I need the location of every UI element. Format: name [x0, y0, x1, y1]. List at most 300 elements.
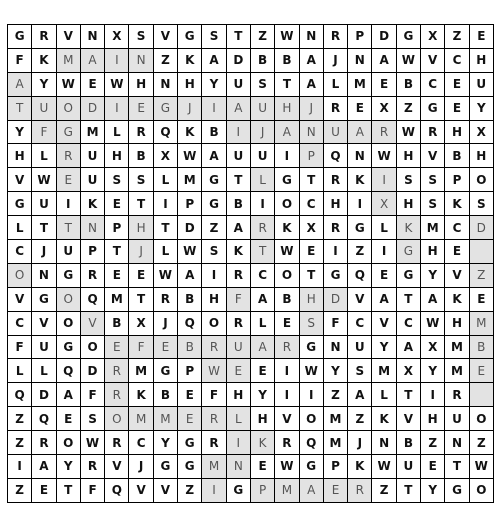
grid-cell[interactable]: H: [469, 144, 493, 168]
grid-cell[interactable]: A: [275, 120, 299, 144]
grid-cell[interactable]: U: [226, 335, 250, 359]
grid-cell[interactable]: U: [226, 72, 250, 96]
grid-cell[interactable]: Z: [8, 478, 32, 502]
grid-cell[interactable]: T: [275, 72, 299, 96]
grid-cell[interactable]: U: [32, 96, 56, 120]
grid-cell[interactable]: L: [32, 359, 56, 383]
grid-cell[interactable]: L: [8, 359, 32, 383]
grid-cell[interactable]: G: [178, 455, 202, 479]
grid-cell[interactable]: T: [129, 192, 153, 216]
grid-cell[interactable]: I: [8, 455, 32, 479]
grid-cell[interactable]: I: [226, 431, 250, 455]
grid-cell[interactable]: I: [348, 192, 372, 216]
grid-cell[interactable]: Y: [32, 72, 56, 96]
grid-cell[interactable]: A: [421, 287, 445, 311]
grid-cell[interactable]: Q: [56, 359, 80, 383]
grid-cell[interactable]: D: [372, 25, 396, 49]
grid-cell[interactable]: W: [275, 455, 299, 479]
grid-cell[interactable]: J: [299, 96, 323, 120]
grid-cell[interactable]: A: [250, 335, 274, 359]
grid-cell[interactable]: P: [80, 240, 104, 264]
grid-cell[interactable]: N: [372, 431, 396, 455]
grid-cell[interactable]: C: [348, 311, 372, 335]
grid-cell[interactable]: G: [153, 96, 177, 120]
grid-cell[interactable]: V: [8, 168, 32, 192]
grid-cell[interactable]: K: [275, 216, 299, 240]
grid-cell[interactable]: H: [129, 216, 153, 240]
grid-cell[interactable]: I: [105, 48, 129, 72]
grid-cell[interactable]: K: [32, 48, 56, 72]
grid-cell[interactable]: Z: [348, 407, 372, 431]
grid-cell[interactable]: G: [153, 359, 177, 383]
grid-cell[interactable]: A: [80, 48, 104, 72]
grid-cell[interactable]: T: [250, 240, 274, 264]
grid-cell[interactable]: E: [32, 478, 56, 502]
grid-cell[interactable]: Q: [323, 144, 347, 168]
grid-cell[interactable]: R: [275, 335, 299, 359]
grid-cell[interactable]: B: [202, 120, 226, 144]
grid-cell[interactable]: E: [275, 311, 299, 335]
grid-cell[interactable]: R: [202, 407, 226, 431]
grid-cell[interactable]: J: [323, 48, 347, 72]
grid-cell[interactable]: E: [469, 25, 493, 49]
grid-cell[interactable]: S: [421, 192, 445, 216]
grid-cell[interactable]: M: [202, 455, 226, 479]
grid-cell[interactable]: T: [153, 216, 177, 240]
grid-cell[interactable]: E: [372, 263, 396, 287]
grid-cell[interactable]: A: [299, 48, 323, 72]
grid-cell[interactable]: P: [250, 478, 274, 502]
grid-cell[interactable]: R: [323, 96, 347, 120]
grid-cell[interactable]: X: [421, 335, 445, 359]
grid-cell[interactable]: H: [299, 287, 323, 311]
grid-cell[interactable]: C: [396, 311, 420, 335]
grid-cell[interactable]: Z: [348, 240, 372, 264]
grid-cell[interactable]: H: [8, 144, 32, 168]
grid-cell[interactable]: D: [323, 287, 347, 311]
grid-cell[interactable]: R: [32, 431, 56, 455]
grid-cell[interactable]: R: [105, 359, 129, 383]
grid-cell[interactable]: A: [348, 383, 372, 407]
grid-cell[interactable]: U: [80, 144, 104, 168]
grid-cell[interactable]: T: [8, 96, 32, 120]
grid-cell[interactable]: K: [178, 48, 202, 72]
grid-cell[interactable]: L: [105, 120, 129, 144]
grid-cell[interactable]: P: [323, 455, 347, 479]
grid-cell[interactable]: O: [469, 407, 493, 431]
grid-cell[interactable]: E: [445, 72, 469, 96]
grid-cell[interactable]: M: [445, 359, 469, 383]
grid-cell[interactable]: K: [250, 431, 274, 455]
grid-cell[interactable]: D: [469, 216, 493, 240]
grid-cell[interactable]: W: [105, 72, 129, 96]
grid-cell[interactable]: G: [56, 335, 80, 359]
grid-cell[interactable]: M: [372, 359, 396, 383]
grid-cell[interactable]: A: [226, 96, 250, 120]
grid-cell[interactable]: V: [8, 287, 32, 311]
grid-cell[interactable]: U: [56, 240, 80, 264]
grid-cell[interactable]: F: [8, 48, 32, 72]
grid-cell[interactable]: N: [323, 335, 347, 359]
grid-cell[interactable]: U: [396, 455, 420, 479]
grid-cell[interactable]: G: [299, 455, 323, 479]
grid-cell[interactable]: V: [80, 311, 104, 335]
grid-cell[interactable]: C: [445, 216, 469, 240]
grid-cell[interactable]: G: [396, 240, 420, 264]
grid-cell[interactable]: E: [469, 359, 493, 383]
grid-cell[interactable]: I: [226, 120, 250, 144]
grid-cell[interactable]: U: [445, 407, 469, 431]
grid-cell[interactable]: S: [202, 240, 226, 264]
grid-cell[interactable]: S: [299, 311, 323, 335]
grid-cell[interactable]: S: [105, 168, 129, 192]
grid-cell[interactable]: Q: [32, 407, 56, 431]
grid-cell[interactable]: N: [80, 25, 104, 49]
grid-cell[interactable]: G: [275, 168, 299, 192]
grid-cell[interactable]: R: [250, 216, 274, 240]
grid-cell[interactable]: F: [80, 478, 104, 502]
grid-cell[interactable]: P: [178, 359, 202, 383]
grid-cell[interactable]: R: [80, 455, 104, 479]
grid-cell[interactable]: H: [396, 192, 420, 216]
grid-cell[interactable]: V: [372, 311, 396, 335]
grid-cell[interactable]: R: [202, 335, 226, 359]
grid-cell[interactable]: T: [56, 216, 80, 240]
grid-cell[interactable]: N: [445, 431, 469, 455]
grid-cell[interactable]: U: [32, 335, 56, 359]
grid-cell[interactable]: P: [348, 25, 372, 49]
grid-cell[interactable]: G: [299, 335, 323, 359]
grid-cell[interactable]: A: [299, 478, 323, 502]
grid-cell[interactable]: I: [275, 144, 299, 168]
grid-cell[interactable]: G: [226, 478, 250, 502]
grid-cell[interactable]: F: [129, 335, 153, 359]
grid-cell[interactable]: T: [299, 263, 323, 287]
grid-cell[interactable]: L: [323, 72, 347, 96]
grid-cell[interactable]: O: [80, 335, 104, 359]
grid-cell[interactable]: H: [105, 144, 129, 168]
grid-cell[interactable]: J: [153, 311, 177, 335]
grid-cell[interactable]: E: [105, 192, 129, 216]
grid-cell[interactable]: Y: [323, 359, 347, 383]
grid-cell[interactable]: R: [202, 431, 226, 455]
grid-cell[interactable]: G: [323, 263, 347, 287]
grid-cell[interactable]: I: [275, 383, 299, 407]
grid-cell[interactable]: H: [178, 72, 202, 96]
grid-cell[interactable]: L: [32, 144, 56, 168]
grid-cell[interactable]: J: [348, 431, 372, 455]
grid-cell[interactable]: J: [250, 120, 274, 144]
grid-cell[interactable]: Q: [8, 383, 32, 407]
grid-cell[interactable]: E: [348, 96, 372, 120]
grid-cell[interactable]: [469, 383, 493, 407]
grid-cell[interactable]: T: [396, 287, 420, 311]
grid-cell[interactable]: K: [80, 192, 104, 216]
grid-cell[interactable]: X: [153, 144, 177, 168]
grid-cell[interactable]: G: [445, 478, 469, 502]
grid-cell[interactable]: W: [153, 263, 177, 287]
grid-cell[interactable]: B: [226, 192, 250, 216]
grid-cell[interactable]: L: [250, 311, 274, 335]
grid-cell[interactable]: L: [250, 168, 274, 192]
grid-cell[interactable]: Y: [153, 431, 177, 455]
grid-cell[interactable]: O: [105, 407, 129, 431]
grid-cell[interactable]: M: [105, 287, 129, 311]
grid-cell[interactable]: R: [372, 120, 396, 144]
grid-cell[interactable]: R: [32, 25, 56, 49]
grid-cell[interactable]: L: [226, 407, 250, 431]
grid-cell[interactable]: Z: [445, 25, 469, 49]
grid-cell[interactable]: X: [396, 359, 420, 383]
grid-cell[interactable]: H: [226, 383, 250, 407]
grid-cell[interactable]: N: [299, 120, 323, 144]
grid-cell[interactable]: R: [153, 287, 177, 311]
grid-cell[interactable]: R: [323, 168, 347, 192]
grid-cell[interactable]: A: [372, 287, 396, 311]
grid-cell[interactable]: R: [348, 478, 372, 502]
grid-cell[interactable]: R: [56, 144, 80, 168]
grid-cell[interactable]: E: [445, 96, 469, 120]
grid-cell[interactable]: S: [421, 168, 445, 192]
grid-cell[interactable]: Y: [56, 455, 80, 479]
grid-cell[interactable]: Y: [469, 96, 493, 120]
grid-cell[interactable]: T: [226, 25, 250, 49]
grid-cell[interactable]: O: [56, 96, 80, 120]
grid-cell[interactable]: V: [396, 407, 420, 431]
grid-cell[interactable]: M: [153, 407, 177, 431]
grid-cell[interactable]: L: [372, 383, 396, 407]
grid-cell[interactable]: S: [80, 407, 104, 431]
grid-cell[interactable]: T: [56, 478, 80, 502]
grid-cell[interactable]: G: [8, 25, 32, 49]
grid-cell[interactable]: X: [469, 120, 493, 144]
grid-cell[interactable]: V: [153, 478, 177, 502]
grid-cell[interactable]: E: [153, 335, 177, 359]
grid-cell[interactable]: K: [372, 407, 396, 431]
grid-cell[interactable]: E: [469, 287, 493, 311]
grid-cell[interactable]: Z: [8, 431, 32, 455]
grid-cell[interactable]: K: [226, 240, 250, 264]
grid-cell[interactable]: O: [8, 263, 32, 287]
grid-cell[interactable]: Y: [421, 359, 445, 383]
grid-cell[interactable]: B: [129, 144, 153, 168]
grid-cell[interactable]: F: [8, 335, 32, 359]
grid-cell[interactable]: L: [153, 240, 177, 264]
grid-cell[interactable]: X: [372, 192, 396, 216]
grid-cell[interactable]: H: [421, 240, 445, 264]
grid-cell[interactable]: R: [275, 431, 299, 455]
grid-cell[interactable]: O: [299, 407, 323, 431]
grid-cell[interactable]: O: [202, 311, 226, 335]
grid-cell[interactable]: E: [445, 240, 469, 264]
grid-cell[interactable]: H: [250, 407, 274, 431]
grid-cell[interactable]: Y: [421, 263, 445, 287]
grid-cell[interactable]: E: [56, 168, 80, 192]
grid-cell[interactable]: I: [202, 263, 226, 287]
grid-cell[interactable]: P: [299, 144, 323, 168]
grid-cell[interactable]: R: [421, 120, 445, 144]
grid-cell[interactable]: R: [226, 311, 250, 335]
grid-cell[interactable]: O: [56, 431, 80, 455]
grid-cell[interactable]: C: [445, 48, 469, 72]
grid-cell[interactable]: T: [396, 383, 420, 407]
grid-cell[interactable]: O: [469, 478, 493, 502]
grid-cell[interactable]: P: [105, 216, 129, 240]
grid-cell[interactable]: B: [178, 287, 202, 311]
grid-cell[interactable]: Z: [421, 431, 445, 455]
grid-cell[interactable]: H: [469, 48, 493, 72]
grid-cell[interactable]: V: [56, 25, 80, 49]
grid-cell[interactable]: Y: [250, 383, 274, 407]
grid-cell[interactable]: M: [445, 335, 469, 359]
grid-cell[interactable]: H: [275, 96, 299, 120]
grid-cell[interactable]: A: [202, 48, 226, 72]
grid-cell[interactable]: V: [129, 478, 153, 502]
grid-cell[interactable]: A: [396, 335, 420, 359]
grid-cell[interactable]: D: [80, 359, 104, 383]
grid-cell[interactable]: S: [348, 359, 372, 383]
grid-cell[interactable]: M: [323, 407, 347, 431]
grid-cell[interactable]: X: [299, 216, 323, 240]
grid-cell[interactable]: Y: [202, 72, 226, 96]
grid-cell[interactable]: W: [372, 455, 396, 479]
grid-cell[interactable]: J: [178, 96, 202, 120]
grid-cell[interactable]: M: [80, 120, 104, 144]
grid-cell[interactable]: J: [129, 240, 153, 264]
grid-cell[interactable]: Y: [8, 120, 32, 144]
grid-cell[interactable]: N: [348, 144, 372, 168]
grid-cell[interactable]: L: [153, 168, 177, 192]
grid-cell[interactable]: H: [323, 192, 347, 216]
grid-cell[interactable]: M: [323, 431, 347, 455]
grid-cell[interactable]: N: [226, 455, 250, 479]
grid-cell[interactable]: O: [469, 168, 493, 192]
grid-cell[interactable]: W: [396, 48, 420, 72]
grid-cell[interactable]: L: [8, 216, 32, 240]
grid-cell[interactable]: G: [178, 25, 202, 49]
grid-cell[interactable]: W: [372, 144, 396, 168]
grid-cell[interactable]: W: [32, 168, 56, 192]
grid-cell[interactable]: U: [250, 144, 274, 168]
grid-cell[interactable]: W: [178, 144, 202, 168]
grid-cell[interactable]: A: [178, 263, 202, 287]
grid-cell[interactable]: X: [372, 96, 396, 120]
grid-cell[interactable]: D: [32, 383, 56, 407]
grid-cell[interactable]: G: [202, 192, 226, 216]
grid-cell[interactable]: W: [56, 72, 80, 96]
grid-cell[interactable]: D: [80, 96, 104, 120]
grid-cell[interactable]: B: [178, 335, 202, 359]
grid-cell[interactable]: M: [348, 72, 372, 96]
grid-cell[interactable]: E: [250, 455, 274, 479]
grid-cell[interactable]: N: [80, 216, 104, 240]
grid-cell[interactable]: Q: [178, 311, 202, 335]
grid-cell[interactable]: V: [105, 455, 129, 479]
grid-cell[interactable]: T: [445, 455, 469, 479]
grid-cell[interactable]: U: [250, 96, 274, 120]
grid-cell[interactable]: U: [32, 192, 56, 216]
grid-cell[interactable]: Z: [469, 431, 493, 455]
grid-cell[interactable]: G: [8, 192, 32, 216]
grid-cell[interactable]: C: [8, 240, 32, 264]
grid-cell[interactable]: N: [32, 263, 56, 287]
grid-cell[interactable]: Q: [348, 263, 372, 287]
grid-cell[interactable]: A: [348, 120, 372, 144]
grid-cell[interactable]: B: [396, 431, 420, 455]
grid-cell[interactable]: E: [105, 263, 129, 287]
grid-cell[interactable]: K: [178, 120, 202, 144]
grid-cell[interactable]: R: [226, 263, 250, 287]
grid-cell[interactable]: U: [469, 72, 493, 96]
grid-cell[interactable]: A: [202, 144, 226, 168]
grid-cell[interactable]: V: [445, 263, 469, 287]
grid-cell[interactable]: N: [129, 48, 153, 72]
grid-cell[interactable]: H: [421, 407, 445, 431]
grid-cell[interactable]: K: [445, 192, 469, 216]
grid-cell[interactable]: A: [372, 48, 396, 72]
grid-cell[interactable]: U: [80, 168, 104, 192]
grid-cell[interactable]: S: [129, 168, 153, 192]
grid-cell[interactable]: [469, 240, 493, 264]
grid-cell[interactable]: S: [396, 168, 420, 192]
grid-cell[interactable]: R: [129, 120, 153, 144]
grid-cell[interactable]: E: [226, 359, 250, 383]
grid-cell[interactable]: K: [129, 383, 153, 407]
grid-cell[interactable]: E: [299, 240, 323, 264]
grid-cell[interactable]: F: [202, 383, 226, 407]
grid-cell[interactable]: G: [202, 168, 226, 192]
grid-cell[interactable]: A: [8, 72, 32, 96]
grid-cell[interactable]: R: [105, 383, 129, 407]
grid-cell[interactable]: I: [323, 240, 347, 264]
grid-cell[interactable]: B: [275, 48, 299, 72]
grid-cell[interactable]: W: [469, 455, 493, 479]
grid-cell[interactable]: X: [129, 311, 153, 335]
grid-cell[interactable]: V: [421, 144, 445, 168]
grid-cell[interactable]: O: [56, 287, 80, 311]
grid-cell[interactable]: Y: [421, 478, 445, 502]
grid-cell[interactable]: O: [56, 311, 80, 335]
grid-cell[interactable]: F: [323, 311, 347, 335]
grid-cell[interactable]: R: [323, 25, 347, 49]
grid-cell[interactable]: O: [275, 263, 299, 287]
grid-cell[interactable]: A: [226, 216, 250, 240]
grid-cell[interactable]: U: [348, 335, 372, 359]
grid-cell[interactable]: G: [178, 431, 202, 455]
grid-cell[interactable]: B: [445, 144, 469, 168]
grid-cell[interactable]: E: [105, 335, 129, 359]
grid-cell[interactable]: T: [129, 287, 153, 311]
grid-cell[interactable]: E: [178, 383, 202, 407]
grid-cell[interactable]: M: [421, 216, 445, 240]
grid-cell[interactable]: Z: [178, 478, 202, 502]
grid-cell[interactable]: E: [250, 359, 274, 383]
grid-cell[interactable]: O: [275, 192, 299, 216]
grid-cell[interactable]: G: [396, 25, 420, 49]
grid-cell[interactable]: I: [299, 383, 323, 407]
grid-cell[interactable]: X: [105, 25, 129, 49]
grid-cell[interactable]: B: [105, 311, 129, 335]
grid-cell[interactable]: V: [275, 407, 299, 431]
grid-cell[interactable]: T: [396, 478, 420, 502]
grid-cell[interactable]: M: [469, 311, 493, 335]
grid-cell[interactable]: G: [421, 96, 445, 120]
grid-cell[interactable]: R: [80, 263, 104, 287]
grid-cell[interactable]: T: [32, 216, 56, 240]
grid-cell[interactable]: R: [445, 383, 469, 407]
grid-cell[interactable]: E: [421, 455, 445, 479]
grid-cell[interactable]: Z: [372, 478, 396, 502]
